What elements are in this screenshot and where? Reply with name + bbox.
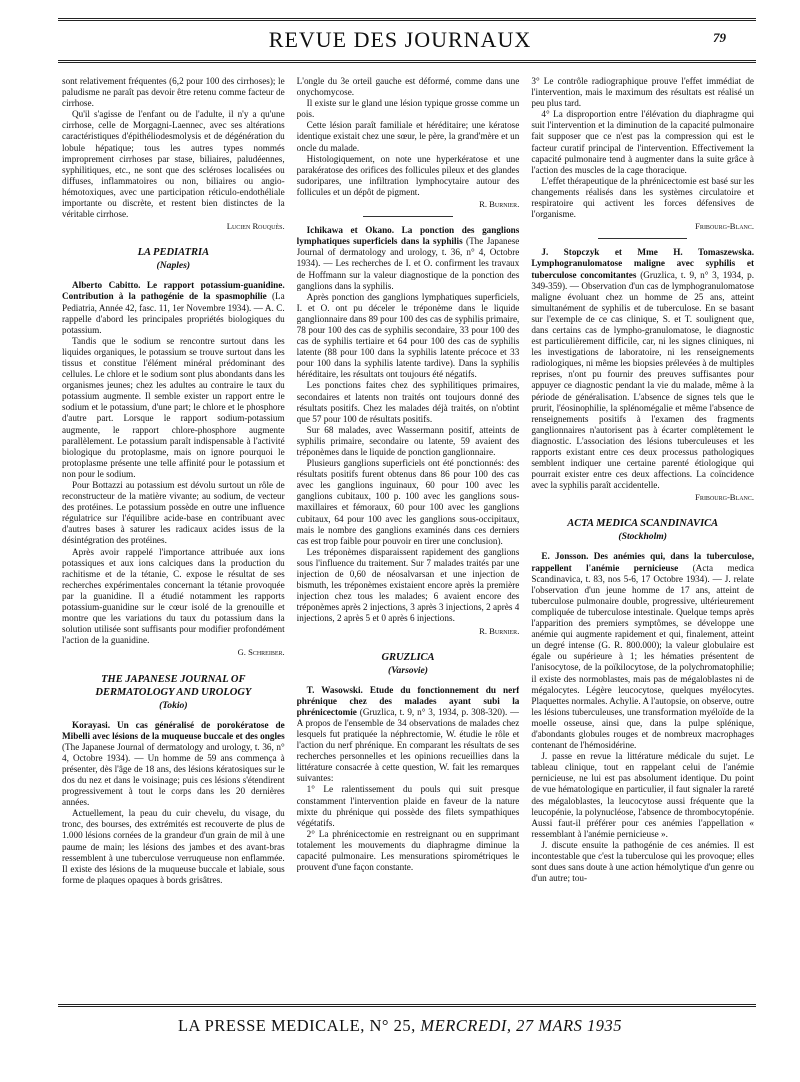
article-heading: J. Stopczyk et Mme H. Tomaszewska. Lymphogranulomatose maligne avec syphilis et tuberculose concomitantes <box>531 247 754 280</box>
paragraph: Pour Bottazzi au potassium est dévolu surtout un rôle de reconstructeur de la matière vivante; au sodium, de vecteur des protéines. Le potassium possède en outre une influence régulatrice sur l'équilibre acide-base en contribuant avec d'autres bases à saturer les radicaux acides issus de la désintégration des protéines. <box>62 480 285 546</box>
paragraph: 3° Le contrôle radiographique prouve l'effet immédiat de l'intervention, mais le maximum des résultats est réalisé un peu plus tard. <box>531 76 754 109</box>
header-rule-bottom <box>58 60 756 63</box>
journal-title: ACTA MEDICA SCANDINAVICA <box>567 518 719 530</box>
author-signature: Fribourg-Blanc. <box>695 492 754 503</box>
journal-title: GRUZLICA <box>381 651 435 663</box>
running-title: REVUE DES JOURNAUX <box>268 27 532 52</box>
author-signature: G. Schreiber. <box>237 647 285 658</box>
paragraph: Plusieurs ganglions superficiels ont été ponctionnés: des résultats positifs furent obtenus dans 86 pour 100 des cas avec les ganglions inguinaux, 60 pour 100 avec les ganglions cubitaux, 100 p. 100 avec les ganglions sous-maxillaires et fémoraux, 60 pour 100 avec les ganglions cubitaux, 64 pour 100 avec les ganglions sous-occipitaux, mais le nombre des ganglions examinés dans ces derniers cas est trop faible pour pouvoir en tirer une conclusion). <box>296 458 520 546</box>
article-paragraph <box>62 720 285 809</box>
footer <box>0 1016 800 1036</box>
paragraph: sont relativement fréquentes (6,2 pour 100 des cirrhoses); le paludisme ne paraît pas devoir être retenu comme facteur de cirrhose. <box>62 76 285 109</box>
section-heading <box>297 651 520 677</box>
section-heading <box>531 517 754 543</box>
paragraph: L'effet thérapeutique de la phrénicectomie est basé sur les changements réalisés dans les systèmes circulatoire et respiratoire qui activent les forces défensives de l'organisme. <box>531 175 754 220</box>
footer-journal: LA PRESSE MEDICALE, N° 25, <box>177 1016 416 1035</box>
article-heading: Ichikawa et Okano. La ponction des ganglions lymphatiques superficiels dans la syphilis <box>296 225 520 247</box>
article-heading: Alberto Cabitto. Le rapport potassium-guanidine. Contribution à la pathogénie de la spasmophilie <box>62 280 285 302</box>
section-heading <box>62 673 285 712</box>
paragraph: Il existe sur le gland une lésion typique grosse comme un pois. <box>296 98 520 120</box>
journal-title: LA PEDIATRIA <box>137 247 210 259</box>
journal-city: (Naples) <box>156 260 191 272</box>
author-signature: R. Burnier. <box>479 199 520 210</box>
article-heading: Korayasi. Un cas généralisé de porokératose de Mibelli avec lésions de la muqueuse buccale et des ongles <box>62 719 285 741</box>
journal-city: (Varsovie) <box>388 664 428 676</box>
footer-date: MERCREDI, 27 MARS 1935 <box>420 1016 623 1035</box>
paragraph: Sur 68 malades, avec Wassermann positif, atteints de syphilis primaire, secondaire ou latente, 59 avaient des tréponèmes dans le liquide de ponction ganglionnaire. <box>296 424 520 457</box>
article-paragraph <box>531 551 754 751</box>
separator <box>598 238 687 239</box>
author-signature: Lucien Rouquès. <box>226 221 285 232</box>
paragraph: L'ongle du 3e orteil gauche est déformé, comme dans une onychomycose. <box>296 76 520 98</box>
article-heading: E. Jonsson. Des anémies qui, dans la tuberculose, rappellent l'anémie pernicieuse <box>531 551 754 573</box>
journal-city: (Stockholm) <box>618 531 667 543</box>
paragraph: Actuellement, la peau du cuir chevelu, du visage, du tronc, des bourses, des extrémités est recouverte de plus de 1.000 lésions cornées de la grandeur d'un grain de mil à une paume de main; les lésions des jambes et des avant-bras ressemblent à une tuberculose verruqueuse non enflammée. Il existe des lésions de la muqueuse buccale et labiale, sous forme de plaques opaques à bords grisâtres. <box>62 808 285 885</box>
paragraph: Cette lésion paraît familiale et héréditaire; une kératose identique existait chez une sœur, le père, la grand'mère et un oncle du malade. <box>296 120 520 153</box>
paragraph: 1° Le ralentissement du pouls qui suit presque constamment l'intervention plaide en faveur de la nature mixte du phrénique qui possède des filets sympathiques végétatifs. <box>296 784 520 828</box>
article-paragraph <box>531 247 754 491</box>
separator <box>363 216 452 217</box>
paragraph: Après avoir rappelé l'importance attribuée aux ions potassiques et aux ions calciques dans la production du rachitisme et de la tétanie, C. expose le résultat de ses recherches expérimentales concernant la tétanie provoquée par la guanidine. Il a étudié notamment les rapports potassium-guanidine sur le cœur isolé de la grenouille et montre que les variations du taux du potassium dans la solution utilisée sont suffisants pour modifier profondément l'action de la guanidine. <box>62 546 285 646</box>
paragraph: Qu'il s'agisse de l'enfant ou de l'adulte, il n'y a qu'une cirrhose, celle de Morgagni-Laennec, avec ses altérations caractéristiques d'épithéliodesmolysis et de dégénération du lobule hépatique; tous les autres types nommés improprement cirrhoses par stase, biliaires, paludéennes, syphilitiques, etc., ne sont que des scléroses localisées ou diffuses, inflammatoires ou non, biliaires ou angio-hémotoxiques, avec une participation réticulo-endothéliale importante ou discrète, et restent bien distinctes de la véritable cirrhose. <box>62 109 285 220</box>
paragraph: Les tréponèmes disparaissent rapidement des ganglions sous l'influence du traitement. Sur 7 malades traités par une injection de 0,60 de néosalvarsan et une injection de bismuth, les tréponèmes existaient encore après la première injection chez tous les malades; 6 avaient encore des tréponèmes après 2 injections, 3 après 3 injections, 2 après 4 injections, 2 après 5 et 0 après 6 injections. <box>296 546 520 624</box>
paragraph: 4° La disproportion entre l'élévation du diaphragme qui suit l'intervention et la diminution de la capacité pulmonaire fait supposer que ce n'est pas la compression qui est le facteur curatif principal de l'intervention. Effectivement la capacité pulmonaire tend à augmenter dans la suite grâce à l'action des muscles de la cage thoracique. <box>531 109 754 175</box>
section-heading <box>62 246 285 272</box>
article-paragraph <box>297 225 520 292</box>
paragraph: Après ponction des ganglions lymphatiques superficiels, I. et O. ont pu déceler le tréponème dans le liquide ganglionnaire dans 89 pour 100 des cas de syphilis primaire, 78 pour 100 des cas de syphilis secondaire, 33 pour 100 des cas de syphilis tertiaire et 64 pour 100 des cas de syphilis latente (88 pour 100 dans la syphilis latente précoce et 33 pour 100 dans la syphilis latente tardive). Dans la syphilis héréditaire, les résultats ont toujours été négatifs. <box>296 291 520 380</box>
column-3 <box>531 76 754 1028</box>
paragraph: Histologiquement, on note une hyperkératose et une parakératose des orifices des follicules pileux et des glandes sudoripares, une infiltration lymphocytaire autour des follicules et un dépôt de pigment. <box>296 153 520 197</box>
footer-rule <box>58 1004 756 1007</box>
article-citation: (Gruzlica, t. 9, n° 3, 1934, p. 308-320). — A propos de l'ensemble de 34 observations de malades chez lesquels fut pratiquée la néphrectomie, W. étudie le rôle et l'action du nerf phrénique. En comparant les résultats de ses recherches personnelles et les opinions recueillies dans la littérature consacrée à cette question, W. fait les remarques suivantes: <box>296 706 520 784</box>
page-number: 79 <box>713 30 726 45</box>
article-columns <box>62 76 754 1028</box>
journal-title: THE JAPANESE JOURNAL OF DERMATOLOGY AND UROLOGY <box>95 673 252 698</box>
article-paragraph <box>62 280 285 335</box>
author-signature: Fribourg-Blanc. <box>695 221 754 232</box>
article-citation: (The Japanese Journal of dermatology and urology, t. 36, n° 4, Octobre 1934). — Un homme de 59 ans commença à présenter, dès l'âge de 18 ans, des lésions kératosiques sur le dos du nez et dans le voisinage; puis ces lésions s'étendirent progressivement à tout le corps dans les 20 dernières années. <box>62 741 285 808</box>
column-2 <box>297 76 520 1028</box>
paragraph: Les ponctions faites chez des syphilitiques primaires, secondaires et latents non traités ont toujours donné des résultats positifs. Chez les malades déjà traités, on n'obtint que 57 pour 100 de résultats positifs. <box>296 380 520 424</box>
header-rule-top <box>58 18 756 21</box>
paragraph: Tandis que le sodium se rencontre surtout dans les liquides organiques, le potassium se trouve surtout dans les tissus et constitue l'élément minéral prédominant des cellules. Le chlore et le sodium sont plus abondants dans les organismes jeunes; chez les adultes au contraire le taux du potassium augmente. Il semble exister un rapport entre le sodium et le potassium, d'une part; le chlore et le phosphore d'autre part. Lorsque le rapport sodium-potassium augmente, le rapport chlore-phosphore augmente parallèlement. Le potassium paraît indispensable à l'activité biologique du protoplasme, mais on ignore pourquoi le protoplasme présente une telle affinité pour le potassium et non pour le sodium. <box>62 335 285 479</box>
article-heading: T. Wasowski. Etude du fonctionnement du nerf phrénique chez des malades ayant subi la phrénicectomie <box>296 684 520 717</box>
author-signature: R. Burnier. <box>479 625 520 636</box>
paragraph: 2° La phrénicectomie en restreignant ou en supprimant totalement les mouvements du diaphragme diminue la capacité pulmonaire. Les mensurations spirométriques le prouvent d'une façon constante. <box>296 828 520 873</box>
paragraph: J. discute ensuite la pathogénie de ces anémies. Il est incontestable que c'est la tuberculose qui les provoque; elles sont dues sans doute à une action hémolytique d'un genre ou d'un autre; tou- <box>531 839 754 884</box>
journal-city: (Tokio) <box>159 699 188 711</box>
article-paragraph <box>297 685 520 785</box>
article-citation: (La Pediatria, Année 42, fasc. 11, 1er Novembre 1934). — A. C. rappelle d'abord les principales propriétés biologiques du potassium. <box>62 291 285 335</box>
column-1 <box>62 76 285 1028</box>
article-citation: (Gruzlica, t. 9, n° 3, 1934, p. 349-359). — Observation d'un cas de lymphogranulomatose maligne évoluant chez un homme de 25 ans, atteint simultanément de syphilis et de tuberculose. En se basant sur l'exemple de ce cas clinique, S. et T. soulignent que, dans certains cas de lympho-granulomatose, le diagnostic est particulièrement difficile, car, ni les signes cliniques, ni les investigations de laboratoire, ni les renseignements radiologiques, ni même les biopsies prélevées à de multiples reprises, n'ont pu fournir des preuves suffisantes pour appuyer ce diagnostic pendant la vie du malade, même à la période de généralisation. L'absence de signes tels que le prurit, l'éosinophilie, la splénomégalie et même l'absence de renseignements positifs à l'examen des fragments ganglionnaires n'autorisent pas à écarter complètement le diagnostic. L'association des lésions tuberculeuses et les rapports existant entre ces deux processus pathologiques semblent indiquer une certaine parenté étiologique qui pourrait exister entre ces deux affections. La coïncidence avec la syphilis paraît accidentelle. <box>531 269 754 491</box>
paragraph: J. passe en revue la littérature médicale du sujet. Le tableau clinique, tout en rappelant celui de l'anémie pernicieuse, ne lui est pas absolument identique. Du point de vue hématologique en particulier, il faut signaler la rareté des mégaloblastes, la leucocytose aussi fréquente que la leucopénie, la polynucléose, l'absence de thrombocytopénie. Aussi faut-il préférer pour ces anémies l'appellation « ressemblant à l'anémie pernicieuse ». <box>531 751 754 839</box>
article-citation: (The Japanese Journal of dermatology and urology, t. 36, n° 4, Octobre 1934). — Les recherches de I. et O. confirment les travaux de Hoffmann sur la valeur diagnostique de la ponction des ganglions dans la syphilis. <box>296 236 520 291</box>
article-citation: (Acta medica Scandinavica, t. 83, nos 5-6, 17 Octobre 1934). — J. relate l'observation d'un jeune homme de 17 ans, atteint de tuberculose pulmonaire double, progressive, ultérieurement compliquée de tuberculose intestinale. Quelque temps après l'apparition des premiers symptômes, se développe une anémie qui augmente rapidement et qui, finalement, atteint un degré intense (G. R. 800.000); la valeur globulaire est égale ou supérieure à 1; les hématies présentent de l'anisocytose, de la poïkilocytose, de la polychromatophilie; il existe des normoblastes, mais pas de mégaloblastes ni de mégalocytes. Légère leucocytose, quelques myélocytes. Plaquettes normales. Achylie. A l'autopsie, on observe, outre les lésions tuberculeuses, une transformation myéloïde de la moelle osseuse, ainsi que, dans la pulpe splénique, d'abondants globules rouges et de nombreux macrophages contenant de l'hémosidérine. <box>531 562 754 751</box>
